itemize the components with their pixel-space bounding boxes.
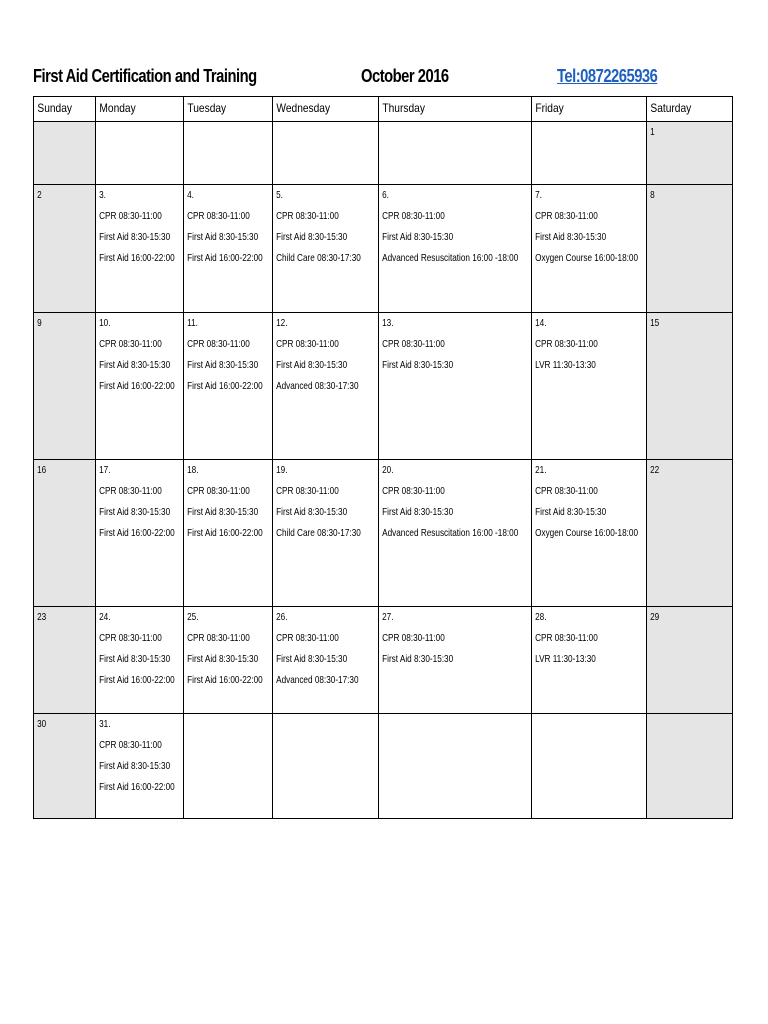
event-entry: First Aid 8:30-15:30 <box>187 359 259 371</box>
event-entry: CPR 08:30-11:00 <box>99 632 162 644</box>
event-entry: First Aid 16:00-22:00 <box>99 252 175 264</box>
event-entry: CPR 08:30-11:00 <box>382 210 445 222</box>
event-entry: First Aid 8:30-15:30 <box>187 506 259 518</box>
day-cell <box>184 607 273 714</box>
weekday-header-sunday <box>34 97 96 122</box>
phone-link[interactable]: Tel:0872265936 <box>557 66 658 86</box>
day-number: 28. <box>535 611 547 623</box>
day-cell <box>184 185 273 313</box>
day-number: 25. <box>187 611 199 623</box>
day-number: 18. <box>187 464 199 476</box>
day-cell <box>273 714 379 819</box>
day-cell <box>273 607 379 714</box>
day-number: 29 <box>650 611 660 623</box>
event-entry: First Aid 16:00-22:00 <box>187 252 263 264</box>
day-cell <box>379 313 532 460</box>
event-entry: CPR 08:30-11:00 <box>276 632 339 644</box>
event-entry: CPR 08:30-11:00 <box>99 210 162 222</box>
day-cell <box>647 185 733 313</box>
event-entry: First Aid 16:00-22:00 <box>99 527 175 539</box>
weekday-header-thursday <box>379 97 532 122</box>
day-cell <box>647 714 733 819</box>
day-cell <box>184 122 273 185</box>
event-entry: CPR 08:30-11:00 <box>99 338 162 350</box>
weekday-header-monday <box>96 97 184 122</box>
day-cell <box>532 122 647 185</box>
weekday-label: Saturday <box>650 101 692 115</box>
day-number: 31. <box>99 718 111 730</box>
day-cell <box>34 313 96 460</box>
day-number: 4. <box>187 189 194 201</box>
week-row <box>34 460 733 607</box>
event-entry: First Aid 8:30-15:30 <box>382 653 454 665</box>
day-number: 24. <box>99 611 111 623</box>
day-cell <box>379 122 532 185</box>
day-number: 3. <box>99 189 106 201</box>
day-cell <box>532 607 647 714</box>
day-number: 1 <box>650 126 655 138</box>
event-entry: CPR 08:30-11:00 <box>276 485 339 497</box>
event-entry: Oxygen Course 16:00-18:00 <box>535 527 639 539</box>
event-entry: First Aid 8:30-15:30 <box>535 231 607 243</box>
event-entry: Advanced 08:30-17:30 <box>276 674 359 686</box>
calendar-table <box>33 96 733 819</box>
day-cell <box>273 122 379 185</box>
event-entry: First Aid 16:00-22:00 <box>187 527 263 539</box>
day-number: 8 <box>650 189 655 201</box>
day-cell <box>647 460 733 607</box>
day-cell <box>96 185 184 313</box>
weekday-label: Monday <box>99 101 136 115</box>
day-number: 20. <box>382 464 394 476</box>
event-entry: Oxygen Course 16:00-18:00 <box>535 252 639 264</box>
day-cell <box>379 460 532 607</box>
day-cell <box>34 122 96 185</box>
day-number: 17. <box>99 464 111 476</box>
event-entry: CPR 08:30-11:00 <box>535 338 598 350</box>
day-cell <box>647 122 733 185</box>
event-entry: First Aid 16:00-22:00 <box>99 781 175 793</box>
day-number: 21. <box>535 464 547 476</box>
day-cell <box>273 313 379 460</box>
weekday-label: Tuesday <box>187 101 227 115</box>
day-number: 27. <box>382 611 394 623</box>
event-entry: CPR 08:30-11:00 <box>535 210 598 222</box>
week-row <box>34 714 733 819</box>
day-cell <box>273 185 379 313</box>
event-entry: First Aid 8:30-15:30 <box>382 506 454 518</box>
weekday-header-wednesday <box>273 97 379 122</box>
day-cell <box>379 185 532 313</box>
event-entry: First Aid 8:30-15:30 <box>187 231 259 243</box>
event-entry: LVR 11:30-13:30 <box>535 359 596 371</box>
event-entry: First Aid 8:30-15:30 <box>99 760 171 772</box>
weekday-label: Thursday <box>382 101 425 115</box>
event-entry: CPR 08:30-11:00 <box>187 485 250 497</box>
day-number: 26. <box>276 611 288 623</box>
day-cell <box>184 313 273 460</box>
event-entry: Child Care 08:30-17:30 <box>276 527 361 539</box>
week-row <box>34 607 733 714</box>
weekday-header-tuesday <box>184 97 273 122</box>
day-number: 19. <box>276 464 288 476</box>
day-number: 15 <box>650 317 660 329</box>
day-number: 13. <box>382 317 394 329</box>
event-entry: First Aid 8:30-15:30 <box>99 653 171 665</box>
day-cell <box>96 122 184 185</box>
day-cell <box>34 460 96 607</box>
day-cell <box>96 607 184 714</box>
day-cell <box>96 313 184 460</box>
day-cell <box>34 185 96 313</box>
event-entry: First Aid 8:30-15:30 <box>276 359 348 371</box>
day-cell <box>647 313 733 460</box>
event-entry: CPR 08:30-11:00 <box>535 485 598 497</box>
weekday-label: Sunday <box>37 101 72 115</box>
event-entry: First Aid 8:30-15:30 <box>276 506 348 518</box>
event-entry: First Aid 8:30-15:30 <box>187 653 259 665</box>
day-cell <box>184 714 273 819</box>
day-cell <box>532 185 647 313</box>
day-number: 30 <box>37 718 47 730</box>
event-entry: First Aid 16:00-22:00 <box>187 674 263 686</box>
day-cell <box>379 607 532 714</box>
day-number: 2 <box>37 189 42 201</box>
day-number: 10. <box>99 317 111 329</box>
event-entry: First Aid 8:30-15:30 <box>99 506 171 518</box>
event-entry: First Aid 16:00-22:00 <box>187 380 263 392</box>
week-row <box>34 122 733 185</box>
day-cell <box>96 460 184 607</box>
weekday-header-friday <box>532 97 647 122</box>
event-entry: CPR 08:30-11:00 <box>276 210 339 222</box>
month-label: October 2016 <box>361 66 449 86</box>
day-number: 12. <box>276 317 288 329</box>
event-entry: First Aid 8:30-15:30 <box>99 231 171 243</box>
day-cell <box>379 714 532 819</box>
event-entry: CPR 08:30-11:00 <box>187 632 250 644</box>
event-entry: CPR 08:30-11:00 <box>99 739 162 751</box>
day-number: 5. <box>276 189 283 201</box>
day-cell <box>273 460 379 607</box>
day-cell <box>532 313 647 460</box>
event-entry: CPR 08:30-11:00 <box>99 485 162 497</box>
day-cell <box>532 714 647 819</box>
day-number: 7. <box>535 189 542 201</box>
weekday-header-row <box>34 97 733 122</box>
day-cell <box>184 460 273 607</box>
day-cell <box>34 714 96 819</box>
event-entry: CPR 08:30-11:00 <box>187 338 250 350</box>
day-number: 6. <box>382 189 389 201</box>
event-entry: CPR 08:30-11:00 <box>187 210 250 222</box>
day-number: 16 <box>37 464 47 476</box>
event-entry: LVR 11:30-13:30 <box>535 653 596 665</box>
event-entry: First Aid 8:30-15:30 <box>99 359 171 371</box>
event-entry: First Aid 8:30-15:30 <box>382 231 454 243</box>
event-entry: CPR 08:30-11:00 <box>382 485 445 497</box>
event-entry: CPR 08:30-11:00 <box>382 338 445 350</box>
event-entry: First Aid 8:30-15:30 <box>535 506 607 518</box>
day-number: 9 <box>37 317 42 329</box>
day-number: 22 <box>650 464 660 476</box>
calendar-body <box>34 122 733 819</box>
event-entry: First Aid 8:30-15:30 <box>382 359 454 371</box>
event-entry: First Aid 16:00-22:00 <box>99 380 175 392</box>
week-row <box>34 313 733 460</box>
week-row <box>34 185 733 313</box>
event-entry: First Aid 8:30-15:30 <box>276 231 348 243</box>
day-cell <box>532 460 647 607</box>
event-entry: First Aid 8:30-15:30 <box>276 653 348 665</box>
event-entry: CPR 08:30-11:00 <box>535 632 598 644</box>
day-cell <box>647 607 733 714</box>
weekday-label: Friday <box>535 101 564 115</box>
event-entry: Child Care 08:30-17:30 <box>276 252 361 264</box>
weekday-header-saturday <box>647 97 733 122</box>
day-cell <box>34 607 96 714</box>
event-entry: CPR 08:30-11:00 <box>276 338 339 350</box>
event-entry: Advanced Resuscitation 16:00 -18:00 <box>382 527 519 539</box>
day-number: 14. <box>535 317 547 329</box>
day-cell <box>96 714 184 819</box>
day-number: 11. <box>187 317 198 329</box>
page-title: First Aid Certification and Training <box>33 66 257 86</box>
day-number: 23 <box>37 611 47 623</box>
event-entry: Advanced 08:30-17:30 <box>276 380 359 392</box>
event-entry: First Aid 16:00-22:00 <box>99 674 175 686</box>
event-entry: CPR 08:30-11:00 <box>382 632 445 644</box>
weekday-label: Wednesday <box>276 101 331 115</box>
page-header <box>33 64 733 94</box>
event-entry: Advanced Resuscitation 16:00 -18:00 <box>382 252 519 264</box>
